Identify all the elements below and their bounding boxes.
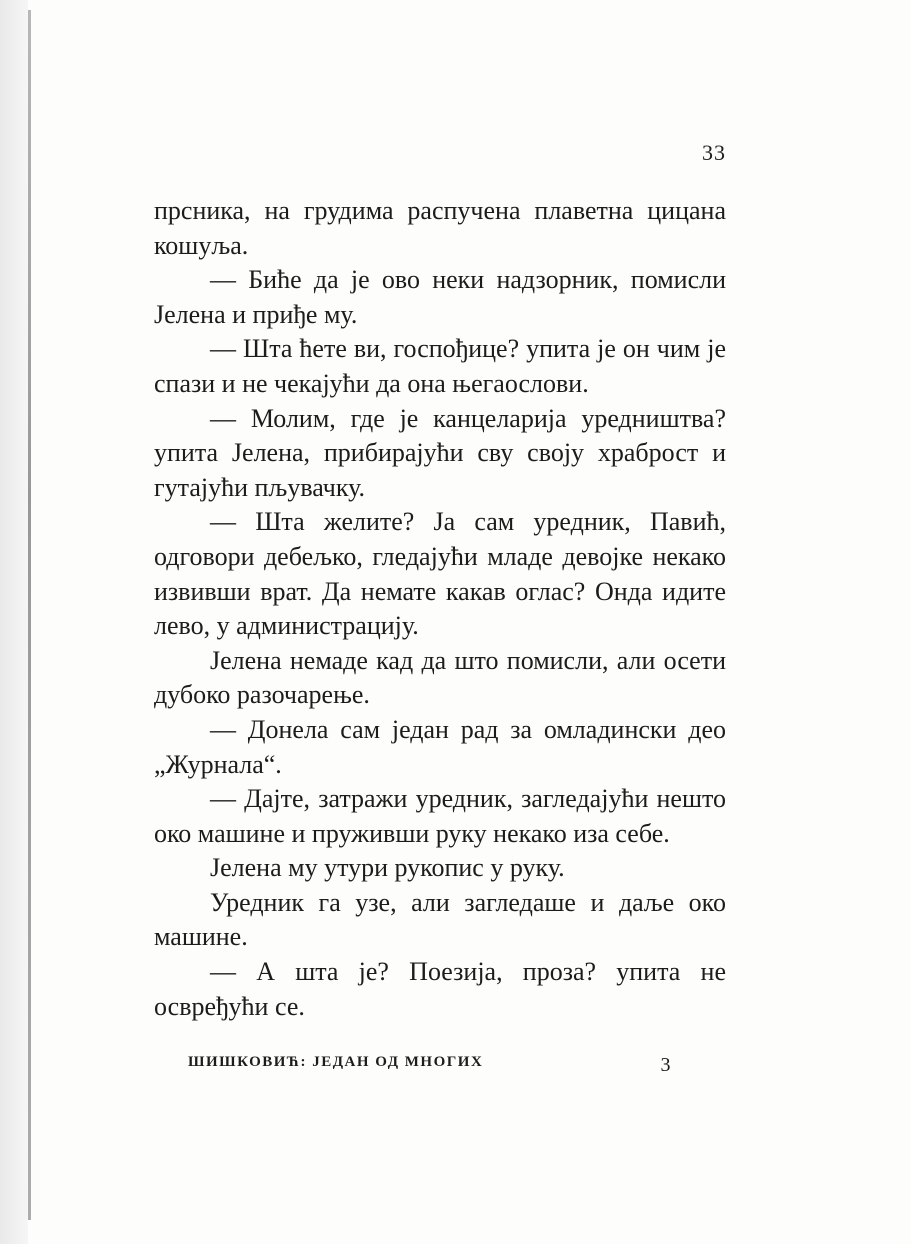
paragraph: — Дајте, затражи уредник, загледајући нешто око машине и пруживши руку некако иза себе. (154, 784, 726, 848)
page-number: 33 (702, 140, 726, 165)
binding-edge (28, 10, 31, 1220)
paragraph: Јелена немаде кад да што помисли, али осети дубоко разочарење. (154, 645, 726, 710)
paragraph: — Шта желите? Ја сам уредник, Павић, одговори дебељко, гледајући младе девојке некако извивши врат. Да немате какав оглас? Онда идите лево, у администрацију. (154, 507, 726, 641)
paragraph: — Молим, где је канцеларија уредништва? упита Јелена, прибирајући сву своју храброст и гутајући пљувачку. (154, 403, 726, 502)
binding-shadow (0, 0, 28, 1244)
paragraph: — Донела сам један рад за омладински део „Журнала“. (154, 714, 726, 779)
body-text (154, 194, 726, 1024)
page-footer (188, 1054, 672, 1077)
signature-mark: 3 (660, 1054, 672, 1076)
paragraph: — А шта је? Поезија, проза? упита не освређући се. (154, 957, 726, 1021)
paragraph: — Биће да је ово неки надзорник, помисли Јелена и приђе му. (154, 265, 726, 329)
paragraph: Јелена му утури рукопис у руку. (210, 853, 565, 883)
paragraph-continuation: прсника, на грудима распучена плаветна цицана кошуља. (154, 196, 726, 260)
running-title: ШИШКОВИЋ: ЈЕДАН ОД МНОГИХ (188, 1054, 484, 1070)
paragraph: — Шта ћете ви, госпођице? упита је он чим је спази и не чекајући да она његаослови. (154, 334, 726, 398)
paragraph: Уредник га узе, али загледаше и даље око машине. (154, 887, 726, 952)
